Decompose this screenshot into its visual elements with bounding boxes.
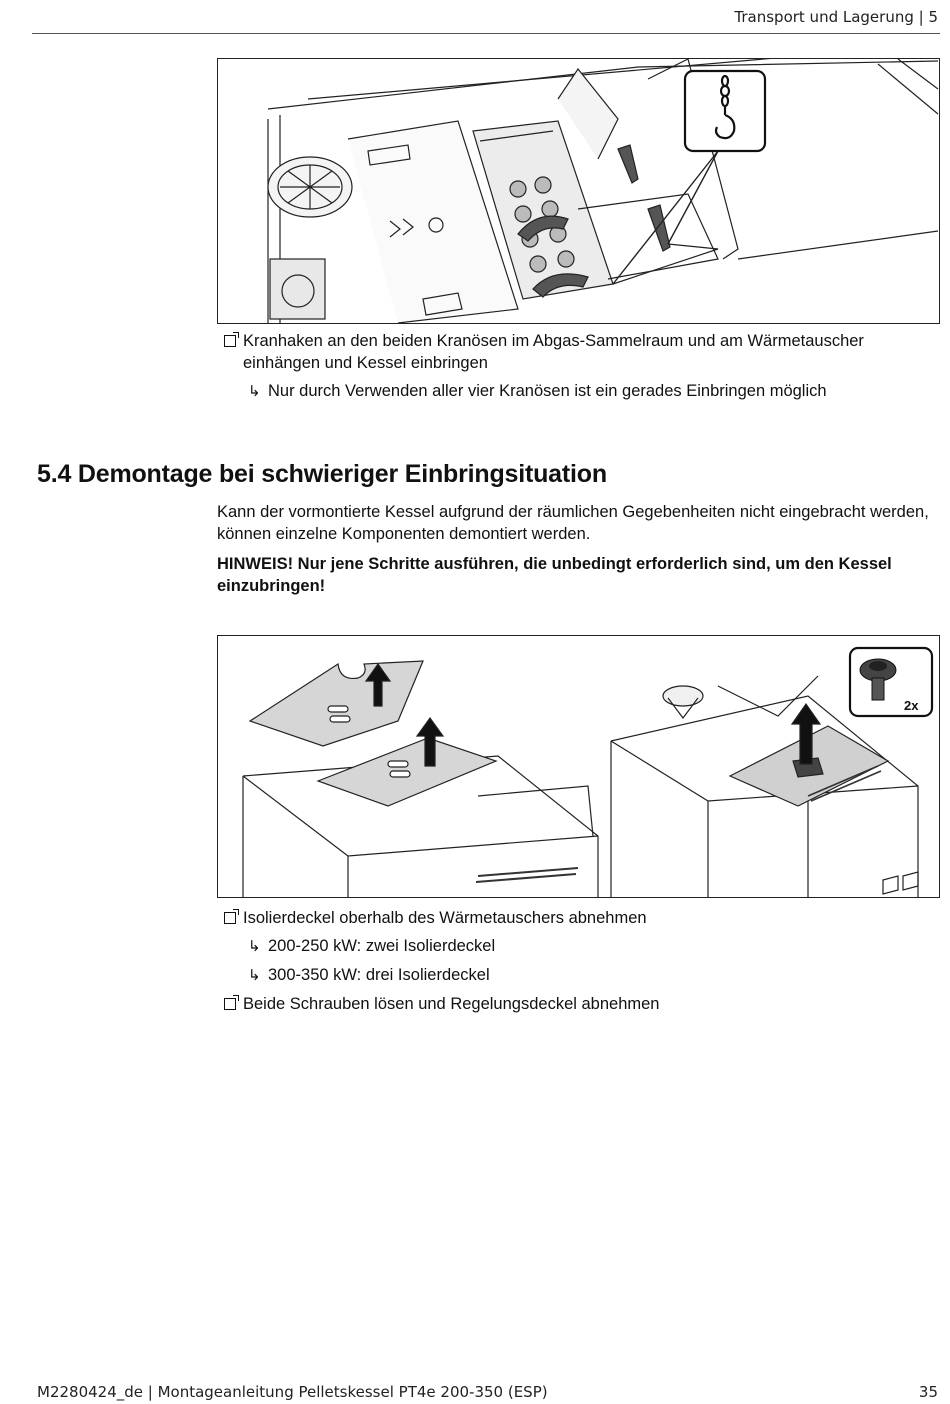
- result-line-300-350: ↳ 300-350 kW: drei Isolierdeckel: [248, 964, 938, 987]
- instruction-step-screws: Beide Schrauben lösen und Regelungsdeckel abnehmen: [222, 993, 934, 1015]
- instruction-step-crane: Kranhaken an den beiden Kranösen im Abgas-Sammelraum und am Wärmetauscher einhängen und Kessel einbringen: [222, 330, 934, 374]
- result-arrow-icon: ↳: [248, 938, 261, 955]
- notice-text: HINWEIS! Nur jene Schritte ausführen, die unbedingt erforderlich sind, um den Kessel einzubringen!: [217, 555, 892, 595]
- instruction-step-insulation: Isolierdeckel oberhalb des Wärmetauschers abnehmen: [222, 907, 934, 929]
- checkbox-icon: [224, 912, 236, 924]
- result-line-200-250: ↳ 200-250 kW: zwei Isolierdeckel: [248, 935, 938, 958]
- footer-page-number: 35: [918, 1383, 938, 1401]
- crane-hooks-illustration: [218, 59, 939, 323]
- checkbox-icon: [224, 998, 236, 1010]
- lid-removal-illustration: [218, 636, 939, 897]
- running-header: Transport und Lagerung | 5: [734, 8, 938, 26]
- header-divider: [32, 33, 940, 34]
- result-line-crane: ↳ Nur durch Verwenden aller vier Kranösen ist ein gerades Einbringen möglich: [248, 380, 938, 403]
- result-arrow-icon: ↳: [248, 383, 261, 400]
- screw-count-label: 2x: [904, 698, 919, 713]
- figure-lid-removal: [217, 635, 940, 898]
- screw-icon: [850, 648, 932, 716]
- checkbox-icon: [224, 335, 236, 347]
- result-arrow-icon: ↳: [248, 967, 261, 984]
- section-title: 5.4 Demontage bei schwieriger Einbringsituation: [37, 460, 607, 488]
- section-intro: Kann der vormontierte Kessel aufgrund der räumlichen Gegebenheiten nicht eingebracht werden, können einzelne Komponenten demontiert werden.: [217, 503, 929, 543]
- chain-hook-icon: [685, 71, 765, 151]
- footer-document-id: M2280424_de | Montageanleitung Pelletskessel PT4e 200-350 (ESP): [37, 1383, 548, 1401]
- figure-crane-hooks: [217, 58, 940, 324]
